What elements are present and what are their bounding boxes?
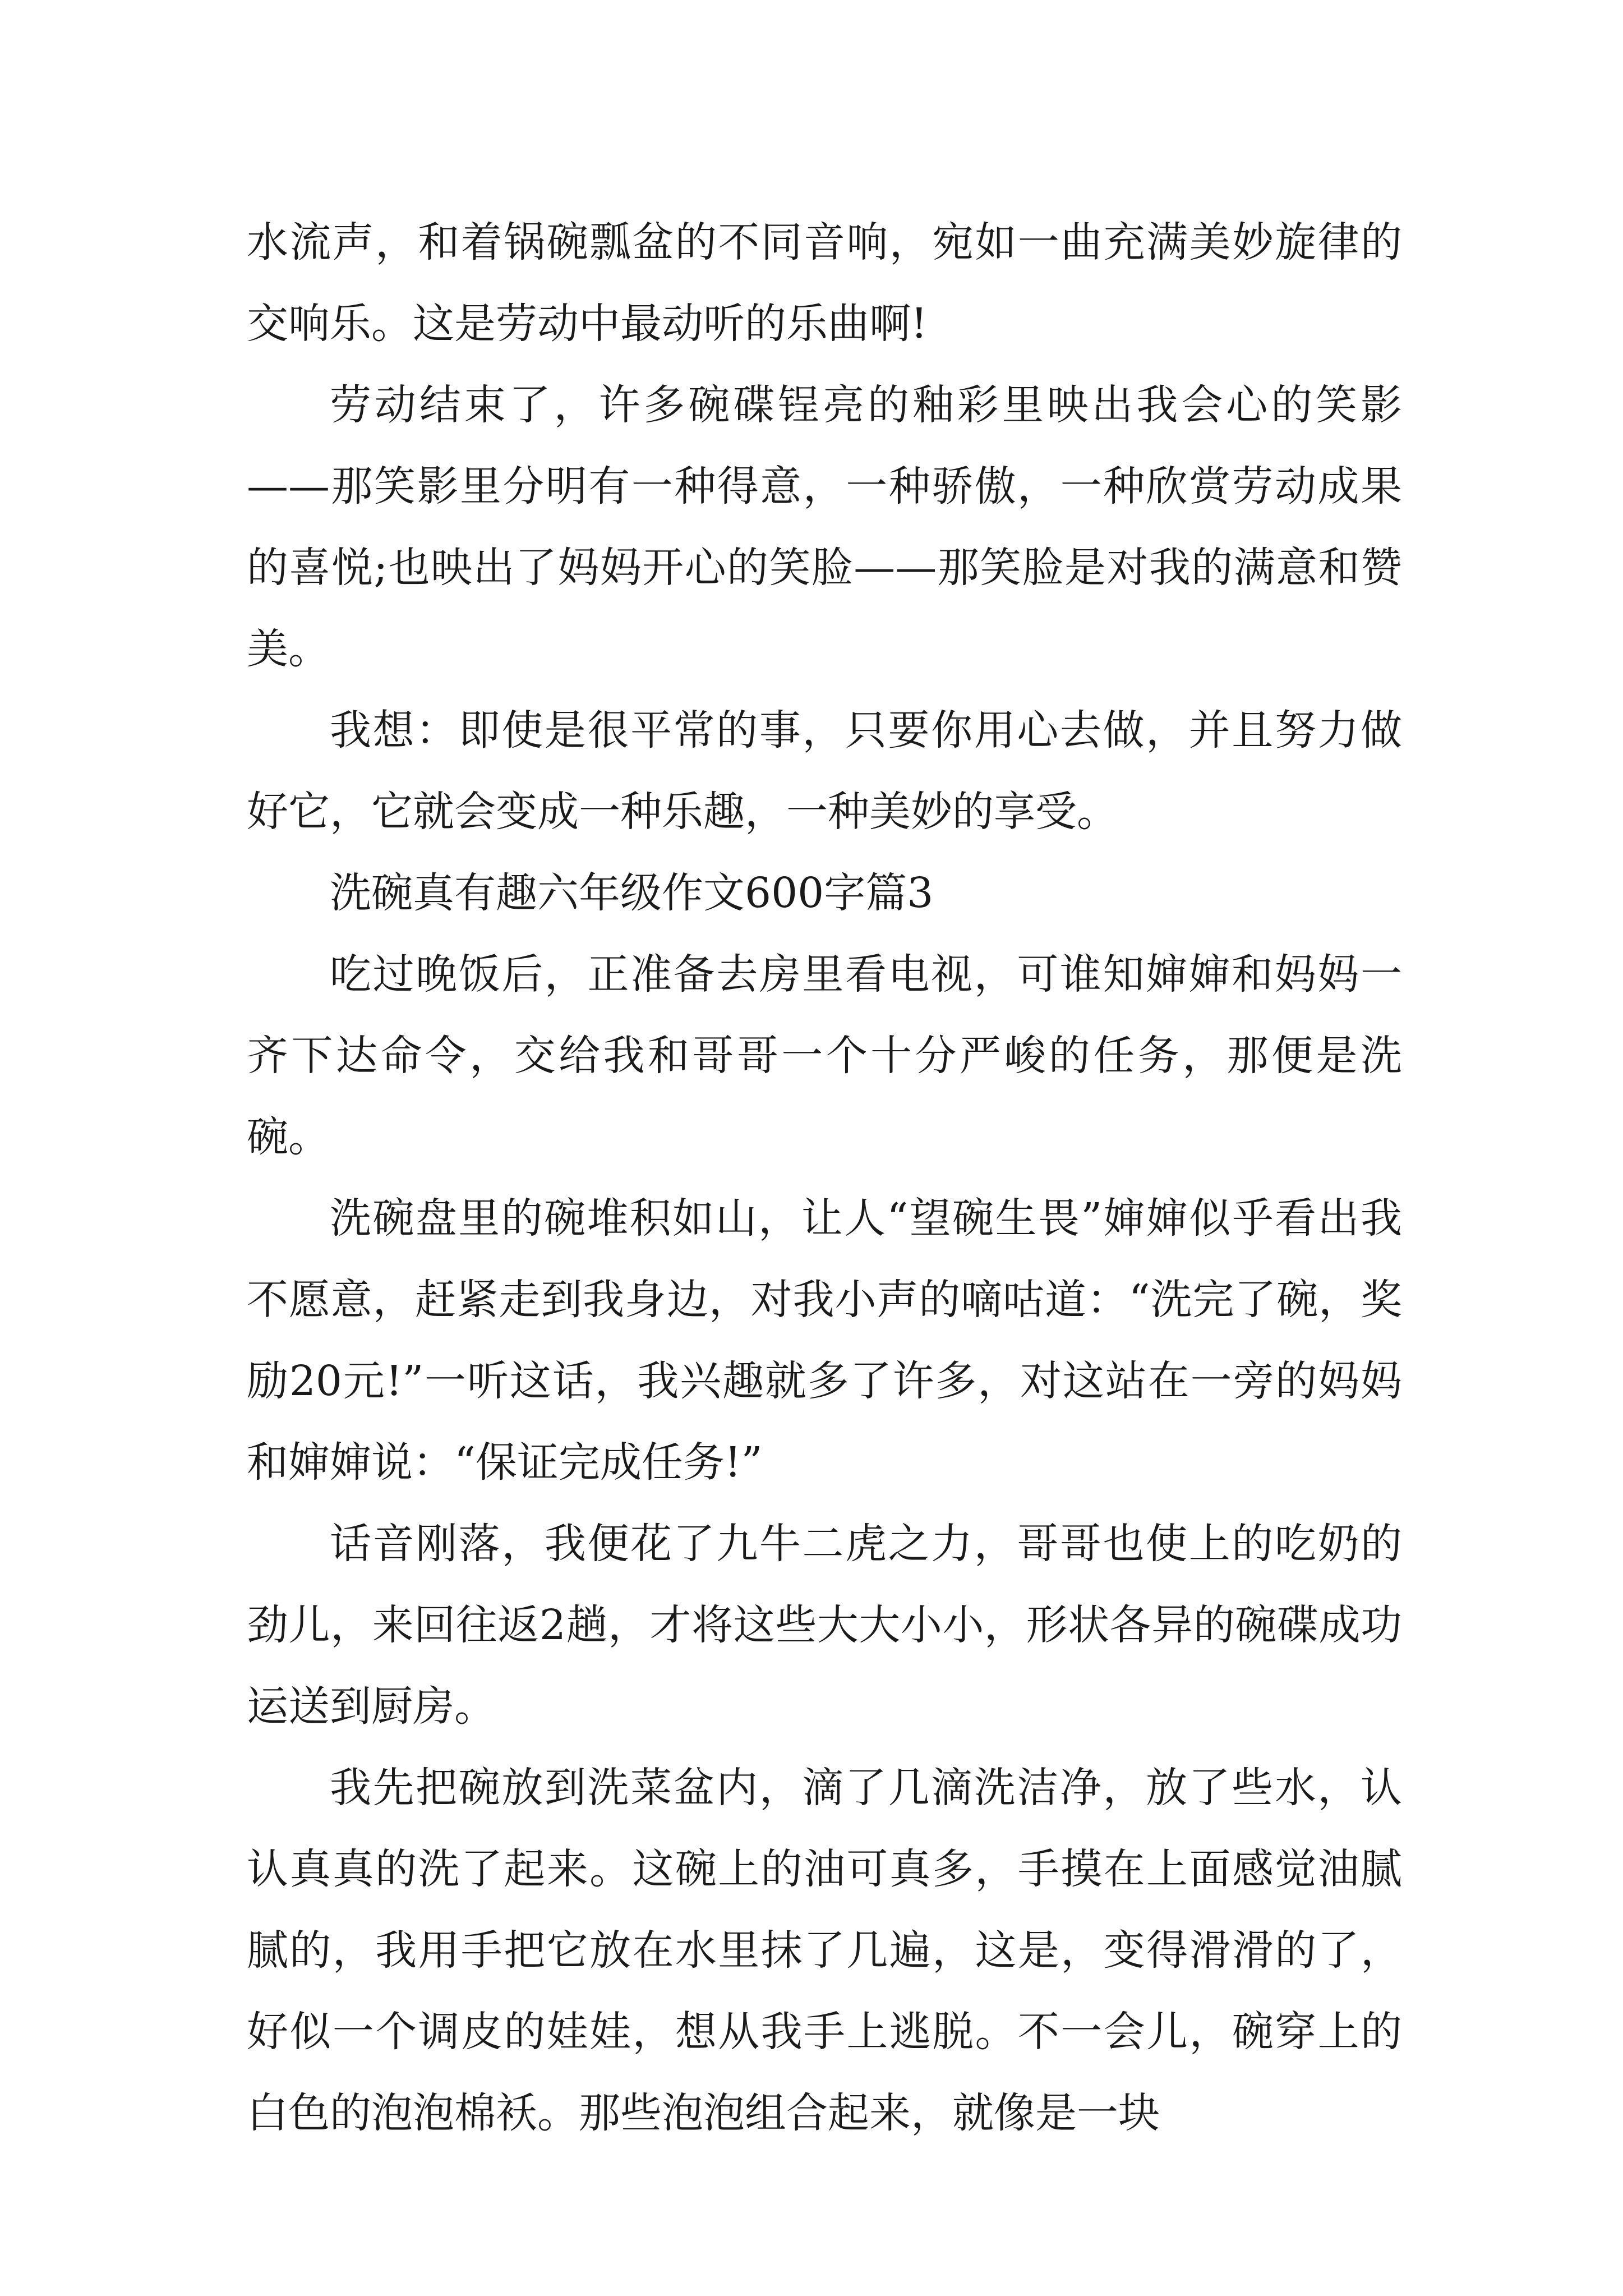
paragraph: 我先把碗放到洗菜盆内，滴了几滴洗洁净，放了些水，认认真真的洗了起来。这碗上的油可真多，手摸在上面感觉油腻腻的，我用手把它放在水里抹了几遍，这是，变得滑滑的了，好似一个调皮的娃娃，想从我手上逃脱。不一会儿，碗穿上的白色的泡泡棉袄。那些泡泡组合起来，就像是一块 <box>247 1764 1402 2137</box>
paragraph: 吃过晚饭后，正准备去房里看电视，可谁知婶婶和妈妈一齐下达命令，交给我和哥哥一个十分严峻的任务，那便是洗碗。 <box>247 950 1402 1161</box>
paragraph: 劳动结束了，许多碗碟锃亮的釉彩里映出我会心的笑影——那笑影里分明有一种得意，一种骄傲，一种欣赏劳动成果的喜悦;也映出了妈妈开心的笑脸——那笑脸是对我的满意和赞美。 <box>247 381 1402 673</box>
paragraph: 我想：即使是很平常的事，只要你用心去做，并且努力做好它，它就会变成一种乐趣，一种美妙的享受。 <box>247 706 1402 836</box>
paragraph: 水流声，和着锅碗瓢盆的不同音响，宛如一曲充满美妙旋律的交响乐。这是劳动中最动听的乐曲啊! <box>247 218 1402 348</box>
article-body <box>247 202 1402 2154</box>
paragraph: 洗碗盘里的碗堆积如山，让人“望碗生畏”婶婶似乎看出我不愿意，赶紧走到我身边，对我小声的嘀咕道：“洗完了碗，奖励20元!”一听这话，我兴趣就多了许多，对这站在一旁的妈妈和婶婶说：“保证完成任务!” <box>247 1194 1402 1487</box>
paragraph: 话音刚落，我便花了九牛二虎之力，哥哥也使上的吃奶的劲儿，来回往返2趟，才将这些大大小小，形状各异的碗碟成功运送到厨房。 <box>247 1520 1402 1731</box>
section-heading: 洗碗真有趣六年级作文600字篇3 <box>330 869 934 917</box>
